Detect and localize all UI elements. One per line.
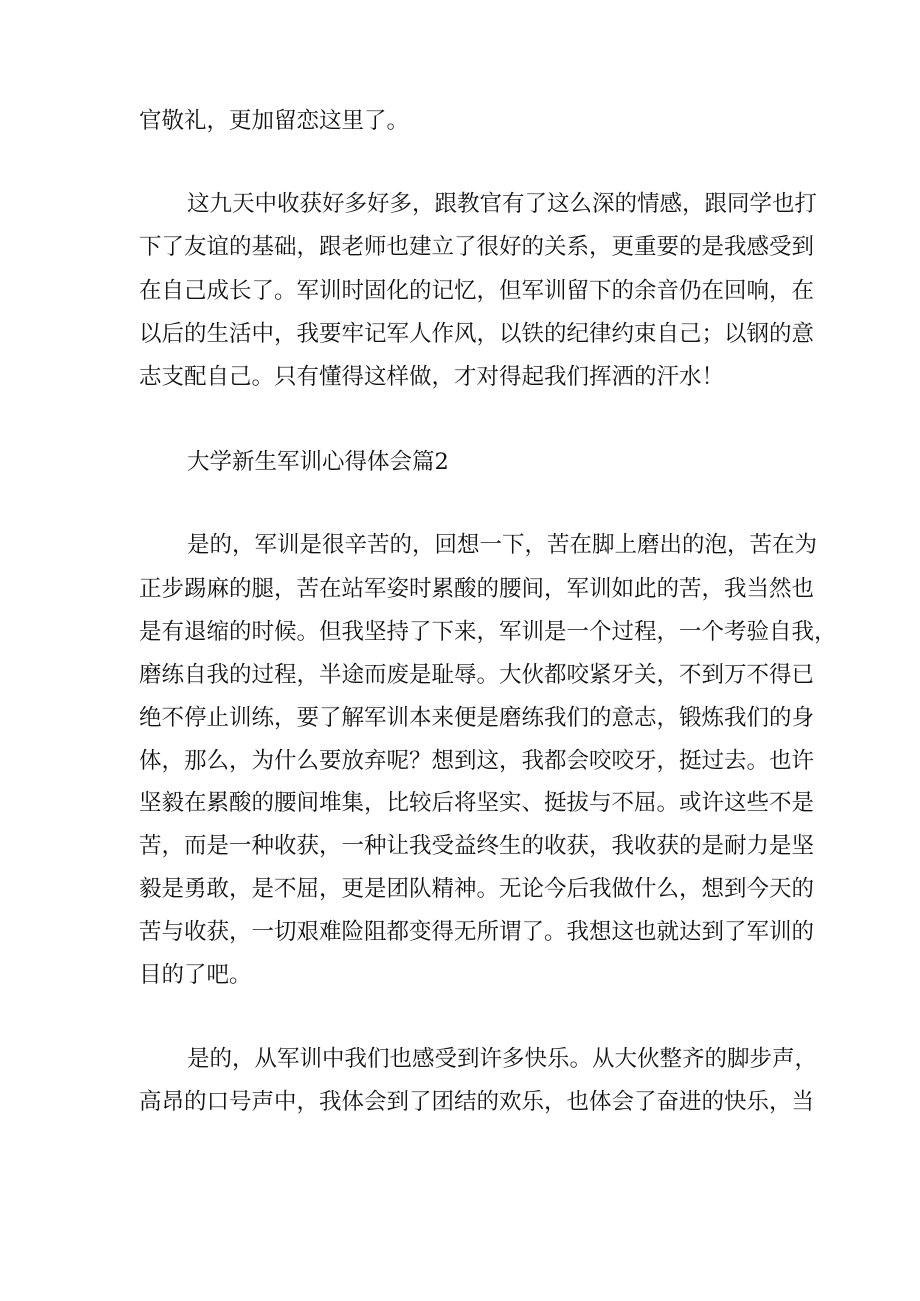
text-line: 目的了吧。 [139, 962, 252, 988]
text-line: 高昂的口号声中，我体会到了团结的欢乐，也体会了奋进的快乐，当 [139, 1089, 815, 1115]
text-line: 苦与收获，一切艰难险阻都变得无所谓了。我想这也就达到了军训的 [139, 919, 815, 945]
text-line: 在自己成长了。军训时固化的记忆，但军训留下的余音仍在回响，在 [139, 278, 815, 304]
paragraph-start-line: 这九天中收获好多好多，跟教官有了这么深的情感，跟同学也打 [187, 191, 818, 217]
text-line: 是有退缩的时候。但我坚持了下来，军训是一个过程，一个考验自我， [139, 619, 837, 645]
text-line: 以后的生活中，我要牢记军人作风，以铁的纪律约束自己；以钢的意 [139, 321, 815, 347]
text-line: 坚毅在累酸的腰间堆集，比较后将坚实、挺拔与不屈。或许这些不是 [139, 790, 815, 816]
text-line: 绝不停止训练，要了解军训本来便是磨练我们的意志，锻炼我们的身 [139, 705, 815, 731]
section-heading: 大学新生军训心得体会篇2 [187, 449, 449, 475]
paragraph-start-line: 是的，军训是很辛苦的，回想一下，苦在脚上磨出的泡，苦在为 [187, 532, 818, 558]
text-line: 官敬礼，更加留恋这里了。 [139, 108, 410, 134]
text-line: 志支配自己。只有懂得这样做，才对得起我们挥洒的汗水！ [139, 364, 725, 390]
text-line: 磨练自我的过程，半途而废是耻辱。大伙都咬紧牙关，不到万不得已 [139, 662, 815, 688]
text-line: 下了友谊的基础，跟老师也建立了很好的关系，更重要的是我感受到 [139, 234, 815, 260]
text-line: 体，那么，为什么要放弃呢？想到这，我都会咬咬牙，挺过去。也许 [139, 748, 815, 774]
paragraph-start-line: 是的，从军训中我们也感受到许多快乐。从大伙整齐的脚步声， [187, 1046, 818, 1072]
text-line: 正步踢麻的腿，苦在站军姿时累酸的腰间，军训如此的苦，我当然也 [139, 576, 815, 602]
text-line: 苦，而是一种收获，一种让我受益终生的收获，我收获的是耐力是坚 [139, 833, 815, 859]
text-line: 毅是勇敢，是不屈，更是团队精神。无论今后我做什么，想到今天的 [139, 876, 815, 902]
